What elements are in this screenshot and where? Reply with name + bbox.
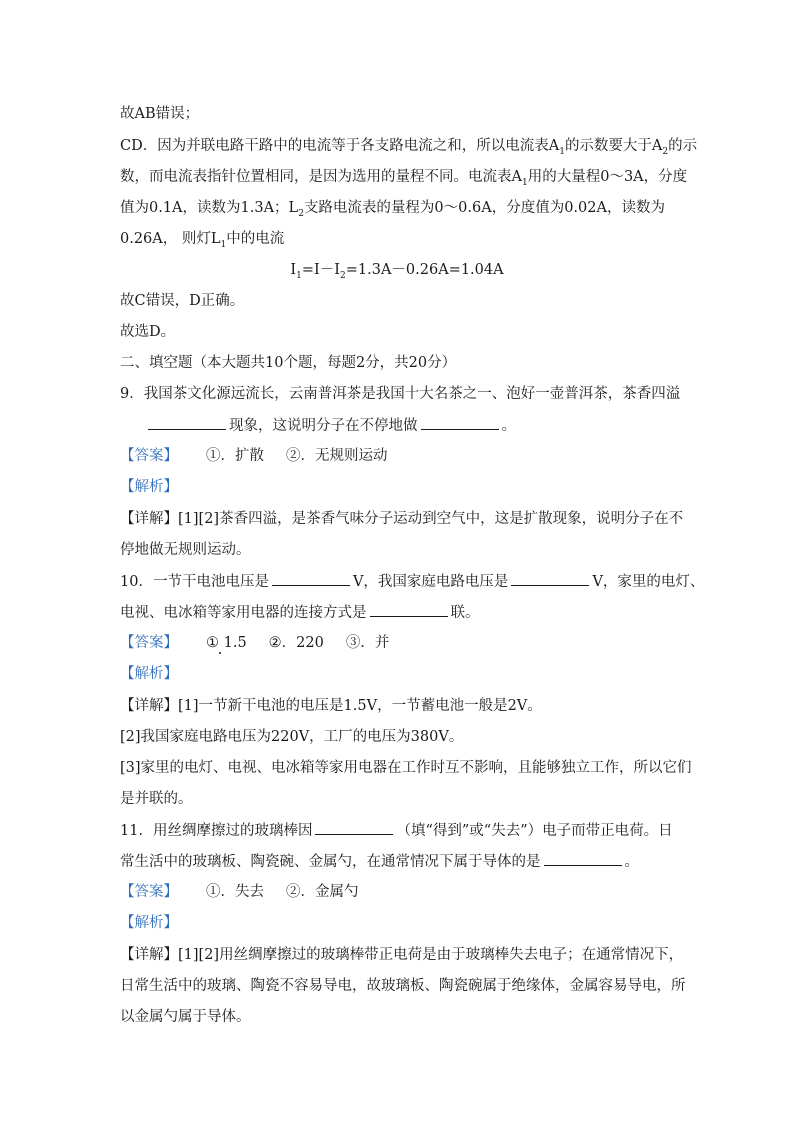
- detail-line: 【详解】[1][2]用丝绸摩擦过的玻璃棒带正电荷是由于玻璃棒失去电子；在通常情况下，: [120, 947, 684, 963]
- equation: $I_1=I-I_2=1.3A-0.26A=1.04A$: [290, 262, 504, 281]
- answer-label: 【答案】: [120, 884, 178, 900]
- text-line: 值为0.1A，读数为1.3A；$L_2$支路电流表的量程为0～0.6A，分度值为0.02A，读数为: [120, 200, 665, 219]
- answer-blank: [148, 415, 226, 430]
- question-10-cont: 电视、电冰箱等家用电器的连接方式是 联。: [120, 602, 680, 623]
- text-line: 数，而电流表指针位置相同，是因为选用的量程不同。电流表$A_1$用的大量程0～3A，分度: [120, 169, 688, 188]
- analysis-label: 【解析】: [120, 479, 178, 495]
- section-heading: 二、填空题（本大题共10个题，每题2分，共20分）: [120, 355, 457, 371]
- answer-blank: [315, 820, 393, 835]
- text-line: 故AB错误；: [120, 106, 200, 122]
- answer-blank: [511, 571, 589, 586]
- question-9: 9．我国茶文化源远流长，云南普洱茶是我国十大名茶之一、泡好一壶普洱茶，茶香四溢: [120, 386, 681, 402]
- answer-blank: [421, 415, 499, 430]
- answer-blank: [544, 851, 622, 866]
- detail-line: 【详解】[1]一节新干电池的电压是1.5V，一节蓄电池一般是2V。: [120, 698, 542, 714]
- detail-line: 以金属勺属于导体。: [120, 1009, 251, 1025]
- answer-line: 【答案】 ①．扩散 ②．无规则运动: [120, 448, 388, 464]
- question-11: 11．用丝绸摩擦过的玻璃棒因 （填“得到”或“失去”）电子而带正电荷。日: [120, 820, 680, 841]
- detail-line: [3]家里的电灯、电视、电冰箱等家用电器在工作时互不影响，且能够独立工作，所以它们: [120, 760, 692, 776]
- answer-label: 【答案】: [120, 448, 178, 464]
- analysis-label: 【解析】: [120, 915, 178, 931]
- answer-line: 【答案】 ① 1.5 ②．220 ③．并: [120, 635, 390, 651]
- detail-line: 日常生活中的玻璃、陶瓷不容易导电，故玻璃板、陶瓷碗属于绝缘体，金属容易导电，所: [120, 978, 686, 994]
- answer-blank: [272, 571, 350, 586]
- text-line: 故C错误，D正确。: [120, 293, 245, 309]
- answer-line: 【答案】 ①．失去 ②．金属勺: [120, 884, 359, 900]
- question-11-cont: 常生活中的玻璃板、陶瓷碗、金属勺，在通常情况下属于导体的是 。: [120, 851, 680, 872]
- question-9-cont: 现象，这说明分子在不停地做 。: [120, 415, 680, 436]
- text-line: 0.26A， 则灯$L_1$中的电流: [120, 231, 285, 250]
- analysis-label: 【解析】: [120, 666, 178, 682]
- question-10: 10．一节干电池电压是 V，我国家庭电路电压是 V，家里的电灯、: [120, 571, 680, 592]
- detail-line: 是并联的。: [120, 791, 193, 807]
- analysis-line: [120, 913, 680, 933]
- analysis-line: [120, 477, 680, 497]
- text-line: CD．因为并联电路干路中的电流等于各支路电流之和，所以电流表$A_1$的示数要大于$A_2$的示: [120, 138, 698, 157]
- detail-line: [2]我国家庭电路电压为220V，工厂的电压为380V。: [120, 729, 464, 745]
- detail-line: 停地做无规则运动。: [120, 542, 251, 558]
- analysis-line: [120, 664, 680, 684]
- detail-label: 【详解】: [120, 511, 178, 527]
- answer-blank: [370, 602, 448, 617]
- detail-line: 【详解】[1][2]茶香四溢，是茶香气味分子运动到空气中，这是扩散现象，说明分子在不: [120, 511, 684, 527]
- answer-label: 【答案】: [120, 635, 178, 651]
- stray-dot: [219, 652, 221, 654]
- detail-label: 【详解】: [120, 947, 178, 963]
- detail-label: 【详解】: [120, 698, 178, 714]
- text-line: 故选D。: [120, 324, 176, 340]
